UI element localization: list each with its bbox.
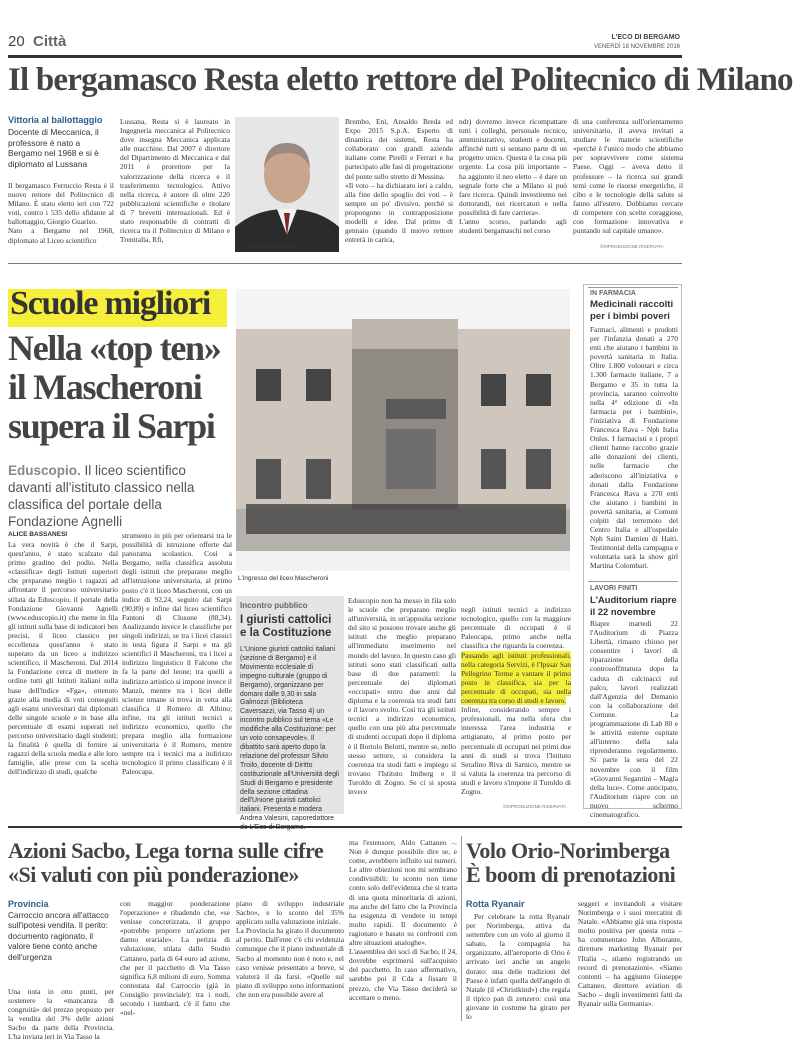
bottom-divider — [461, 836, 462, 1021]
sacbo-headline-line-2: «Si valuti con più ponderazione» — [8, 862, 299, 887]
top-summary: Docente di Meccanica, il professore è nato a Bergamo nel 1968 e si è diplomato al Lussana — [8, 127, 99, 169]
auditorium-headline: L'Auditorium riapre il 22 novembre — [590, 594, 677, 617]
orio-headline-line-1: Volo Orio-Norimberga — [466, 838, 670, 863]
section-label: Città — [33, 33, 67, 50]
school-photo-caption: L'ingresso del liceo Mascheroni — [238, 575, 329, 582]
main-tag: Scuole migliori — [10, 285, 211, 322]
main-deck-label: Eduscopio. — [8, 463, 81, 478]
auditorium-kicker: LAVORI FINITI — [590, 585, 638, 592]
main-author: ALICE BASSANESI — [8, 531, 68, 538]
top-col-2: Lussana, Resta si è laureato in Ingegneria meccanica al Politecnico dove insegna Meccanica applicata alle macchine. Dal 2007 è direttore del Dipartimento di Meccanica e dal 2011 è prorettore per la valorizzazione della ricerca e il trasferimento tecnologico. Attivo nella ricerca, è autore di oltre 220 pubblicazioni scientifiche e titolare di 7 brevetti internazionali. Ed è stato responsabile di contratti di ricerca tra il Politecnico di Milano e Trenitalia, Rfi, — [120, 117, 230, 245]
sacbo-col-3: piano di sviluppo industriale Sacbo», e lo sconto del 35% applicato sulla valutazione iniziale. La Provincia ha girato il documento al perito. Dall'ente c'è chi evidenzia comunque che il piano industriale di Sacbo al momento non è noto e, nel caso venisse presentato a breve, si valuterà il da farsi. «Quelle sul piano di sviluppo sono informazioni che non era possibile avere al — [236, 899, 344, 999]
auditorium-body: Riapre martedì 22 l'Auditorium di Piazza Libertà, rimasto chiuso per consentire i lavori di riparazione della controsoffittatura dopo la caduta di calcinacci sul palco, lavori realizzati dall'Agenzia del Demanio con la collaborazione del Comune. La programmazione di Lab 80 e le attività esterne ospitate all'interno della sala riprenderanno regolarmente. Si parte la sera del 22 novembre con il film «Giovanni Segantini – Magia della luce». Come anticipato, l'Auditorium riapre con un nuovo schermo cinematografico. — [590, 619, 678, 819]
main-col-5-highlight: Passando agli istituti professionali, nella categoria Servizi, è l'Ipssar San Pellegrino Terme a vantare il primo posto in classifica, sia per la percentuale di occupati, sia nella coerenza tra corso di studi e lavoro. — [461, 650, 571, 706]
orio-kicker: Rotta Ryanair — [466, 899, 525, 909]
main-deck — [8, 462, 230, 530]
main-col-1: La vera novità è che il Sarpi, quest'anno, è stato scalzato dal primo gradino del podio. Nella «classifica» degli Istituti superiori che preparano meglio i ragazzi ad affrontare il percorso universitario stilata da Eduscopio, il portale della Fondazione Giovanni Agnelli (www.eduscopio.it) che mette in fila gli istituti sulla base di indicatori ben precisi, il liceo classico per eccellenza quest'anno è stato superato da un liceo a indirizzo scientifico, il Mascheroni. Dal 2014 la Fondazione cerca di mettere in ordine tutti gli Istituti italiani sulla base dell'indice «Fga», ottenuto grazie alla media di voti conseguiti agli esami universitari dai diplomati delle singole scuole e in base alla percentuale di esami superati nel percorso universitario dagli studenti; la finalità è quella di fornire ai ragazzi della scuola media e alle loro famiglie, alle prese con la scelta dell'indirizzo di studi, qualche — [8, 540, 118, 777]
sacbo-headline-line-1: Azioni Sacbo, Lega torna sulle cifre — [8, 838, 324, 863]
top-credit: ©RIPRODUZIONE RISERVATA — [600, 244, 664, 249]
school-photo — [236, 289, 570, 571]
farmacia-body: Farmaci, alimenti e prodotti per l'infanzia donati a 270 enti che aiutano i bambini in povertà sanitaria in Italia. Oltre 1.800 volontari e circa 1.300 farmacie italiane, 7 a Bergamo e 35 in tutta la provincia, saranno coinvolte nella 4ª edizione di «In farmacia per i bambini», l'iniziativa di Fondazione Francesca Rava - Nph Italia Onlus. I farmacisti e i propri clienti hanno raccolto grazie alle donazioni dei clienti, nelle farmacie che aderiscono all'iniziativa e donati dalla Fondazione Francesca Rava a 270 enti che aiutano i bambini in povertà sanitaria, ai Comuni colpiti dal terremoto del Centro Italia e all'ospedale Nph Saint Damien di Haiti. Testimonial della campagna e volontaria sarà la show girl Martina Colombari. — [590, 325, 678, 571]
main-headline-line-2: il Mascheroni — [8, 367, 202, 407]
top-col-5: di una conferenza sull'orientamento universitario, il aveva invitati a studiare le materie scientifiche «perché è l'unico modo che abbiamo per sopravvivere come sistema Paese. Oggi – aveva detto il professore – la ricerca sui grandi temi come le risorse energetiche, il cibo e le tecnologie della salute si fanno all'estero. Dobbiamo cercare di competere con scelte coraggiose, con formazione innovativa e puntando sul capitale umano». — [573, 117, 683, 236]
top-col-3: Brembo, Eni, Ansaldo Breda ed Expo 2015 S.p.A. Esperto di dinamica dei sistemi, Resta ha collaborato con grandi aziende italiane come Pirelli e Ferrari e ha partecipato alle fasi di progettazione del ponte sullo stretto di Messina. «Il voto – ha dichiarato ieri a caldo, alla fine dello spoglio dei voti – è sempre un po' divisivo, perché si propongono in contrapposizione modelli e idee. Dal primo di gennaio (quando il nuovo rettore entrerà in carica, — [345, 117, 453, 245]
main-col-2: strumento in più per orientarsi tra le possibilità di istruzione offerte dal panorama scolastico. Così a Bergamo, nella classifica assoluta degli istituti che preparano meglio all'istruzione universitaria, al primo posto c'è il liceo Mascheroni, con un indice di 92,24, seguito dal Sarpi (90,89) e infine dal liceo scientifico Fantoni di Clusone (88,34). Analizzando invece le classifiche per singoli indirizzi, se tra i licei classici in testa figura il Sarpi e tra gli scientifici il Mascheroni, tra i licei a indirizzo linguistico il Falcone che fa la parte del leone; tra quelli a indirizzo artistico si impone invece il Manzù, mentre tra i licei delle scienze umane si trova in vetta alla classifica il Romero di Albino; infine, tra gli istituti tecnici a indirizzo economico, quello che prepara meglio alla formazione universitaria è il Romero, mentre sempre tra i tecnici ma a indirizzo tecnologico il primo classificato è il Paleocapa. — [122, 531, 232, 777]
top-headline: Il bergamasco Resta eletto rettore del Politecnico di Milano — [8, 62, 793, 98]
giuristi-headline: I giuristi cattolici e la Costituzione — [240, 614, 332, 639]
newspaper-name: L'ECO DI BERGAMO — [611, 34, 680, 41]
orio-headline-line-2: È boom di prenotazioni — [466, 862, 676, 887]
top-col-1: Il bergamasco Ferruccio Resta è il nuovo rettore del Politecnico di Milano. È stato eletto ieri con 722 voti, contro i 535 dello sfidante al ballottaggio, Giorgio Guariso. Nato a Bergamo nel 1968, diplomato al Liceo scientifico — [8, 181, 114, 245]
giuristi-kicker: Incontro pubblico — [240, 601, 308, 610]
school-building-illustration — [236, 289, 570, 571]
main-headline-line-1: Nella «top ten» — [8, 328, 221, 368]
sacbo-col-4: ma l'estensore, Aldo Cattaneo –. Non è dunque possibile dire se, e come, avrebbero influito sui numeri. Le altre obiezioni non mi sembrano condivisibili: lo sconto non tiene conto solo dell'evidenza che si tratta di una quota minoritaria di azioni, ma anche del fatto che la Provincia ha esigenza di vendere in tempi molto rapidi. Il documento è ragionato e basato su confronti con altre situazioni analoghe». L'assemblea dei soci di Sacbo, il 24, dovrebbe esprimersi sull'acquisto del pacchetto. In caso affermativo, sarebbe poi il Cda a fissare il prezzo, che Via Tasso deciderà se accettare o meno. — [349, 838, 457, 1002]
main-headline-line-3: supera il Sarpi — [8, 406, 215, 446]
main-col-5-pre: negli istituti tecnici a indirizzo tecnologico, quello con la maggiore percentuale di occupati è il Paleocapa, primo anche nella classifica che riguarda la coerenza. — [461, 605, 571, 651]
main-credit: ©RIPRODUZIONE RISERVATA — [503, 804, 567, 809]
right-column-rule-top — [588, 287, 678, 288]
sacbo-summary: Carroccio ancora all'attacco sull'ipotesi vendita. Il perito: documento ragionato, il valore tiene conto anche dell'urgenza — [8, 911, 109, 962]
header-rule — [8, 55, 682, 58]
page-number: 20 — [8, 33, 25, 50]
main-col-5 — [461, 596, 571, 802]
orio-col-2: seggeri e invitandoli a visitare Norimberga e i suoi mercatini di Natale. «Abbiamo già una risposta molto positiva per questa rotta – ha commentato John Alborante, direttore marketing Ryanair per l'Italia –, stiamo registrando un record di prenotazioni». «Siamo contenti – ha aggiunto Giuseppe Cattaneo, direttore aviation di Sacbo – degli investimenti fatti da Ryanair sulla Germania». — [578, 899, 682, 1009]
resta-photo — [235, 117, 339, 252]
top-kicker: Vittoria al ballottaggio — [8, 115, 103, 125]
farmacia-headline: Medicinali raccolti per i bimbi poveri — [590, 299, 674, 322]
top-col-4: ndr) dovremo invece ricompattare tutti i colleghi, personale tecnico, amministrativo, studenti e docenti, affinché tutti si sentano parte di un progetto unico. Questa è la cosa più urgente. La cosa più importante – ha aggiunto il neo eletto – è dare un segnale forte che a Milano si può fare ricerca. Quindi investiremo nei dottorandi, nei ricercatori e nella possibilità di fare carriera». L'anno scorso, parlando agli studenti bergamaschi nel corso — [459, 117, 567, 236]
right-column-rule-mid — [588, 581, 678, 582]
main-col-5-post: Infine, considerando sempre i professionali, ma nella sfera che interessa l'area industria e artigianato, al primo posto per percentuale di occupati nei primi due anni di studi si trova l'Istituto Serafino Riva di Sarnico, mentre se si valuta la coerenza tra percorso di studi e lavoro s'impone il Turoldo di Zogno. — [461, 705, 571, 796]
issue-date: VENERDÌ 18 NOVEMBRE 2016 — [593, 44, 680, 50]
orio-col-1: Per celebrare la rotta Ryanair per Norimberga, attiva da settembre con un volo al giorno il sabato, la compagnia ha organizzato, all'aeroporto di Orio è arrivato ieri anche un angelo dorato: una delle tradizioni del Paese è infatti quella dell'angelo di Natale (il «Christkind») che regala il tipico pan di zenzero: così una giovane in costume ha girato per lo — [466, 912, 570, 1022]
main-col-4: Eduscopio non ha messo in fila solo le scuole che preparano meglio all'università, in un'apposita sezione del sito si possono trovare anche gli istituti che meglio preparano all'immediato inserimento nel mondo del lavoro. In questo caso gli istituti sono stati classificati sulla base di due parametri: la percentuale dei diplomati «occupati» entro due anni dal diploma e la coerenza tra studi fatti e il lavoro svolto. Così tra gli istituti tecnici a indirizzo economico, quello con una più alta percentuale di studenti occupati dopo il diploma è il Bortolo Belotti, mentre se, nello stesso settore, si considera la coerenza tra studi fatti e impiego si trovano l'Istituto Imiberg e il Turoldo di Zogno. Se ci si sposta invece — [348, 596, 456, 796]
top-article-rule — [8, 263, 682, 264]
bottom-section-rule — [8, 826, 682, 828]
main-deck-text: Il liceo scientifico davanti all'istituto classico nella classifica del portale della Fondazione Agnelli — [8, 463, 195, 529]
giuristi-body: L'Unione giuristi cattolici italiani (sezione di Bergamo) e il Movimento ecclesiale di impegno culturale (gruppo di Bergamo), organizzano per domani dalle 9,30 in sala Galmozzi (Biblioteca Caversazzi, via Tasso 4) un incontro pubblico sul tema «Le modifiche alla Costituzione: per un voto consapevole». Il dibattito sarà aperto dopo la relazione del professor Silvio Troilo, docente di Diritto costituzionale all'Università degli Studi di Bergamo e presidente della sezione cittadina dell'Unione giuristi cattolici italiani. Presenta e modera Andrea Valesini, caporedattore — [240, 646, 339, 823]
sacbo-col-2: con maggior ponderazione l'operazione» e ribadendo che, «se venisse concretizzata, il gruppo «potrebbe proporre un'azione per danno erariale». La perizia di valutazione, stilata dallo Studio Cattaneo, parla di 64 euro ad azione, che per il pacchetto di Via Tasso significa 6,8 milioni di euro. Somma contestata dal Carroccio (già in Consiglio provinciale): tra i nodi, secondo i lumbard, c'è il fatto che «nel- — [120, 899, 230, 1018]
portrait-illustration — [235, 117, 339, 252]
resta-photo-caption: Ferruccio Resta — [245, 243, 295, 250]
farmacia-kicker: IN FARMACIA — [590, 290, 636, 297]
sacbo-col-1: Una nota in otto punti, per sostenere la «mancanza di congruità» del prezzo proposto per la vendita del 3% delle azioni Sacbo da parte della Provincia. L'ha inviata ieri in Via Tasso la — [8, 987, 114, 1042]
sacbo-kicker: Provincia — [8, 899, 49, 909]
